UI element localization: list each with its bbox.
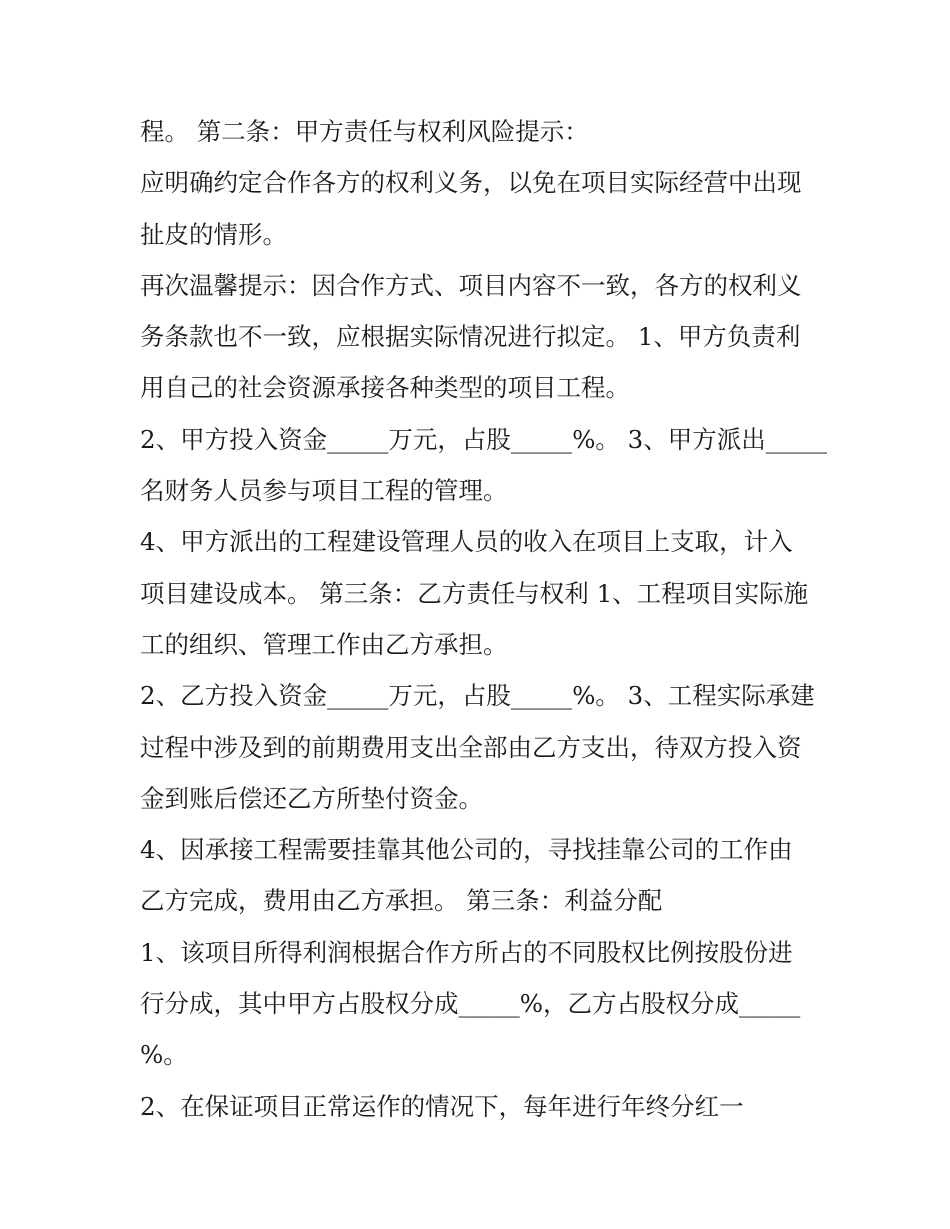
text-line-6: 用自己的社会资源承接各种类型的项目工程。 [140, 373, 630, 403]
text-line-7: 2、甲方投入资金_____万元，占股_____%。 3、甲方派出_____ [140, 424, 827, 454]
text-line-10: 项目建设成本。 第三条：乙方责任与权利 1、工程项目实际施 [140, 578, 809, 608]
text-line-5: 务条款也不一致，应根据实际情况进行拟定。 1、甲方负责利 [140, 322, 801, 352]
text-line-1: 程。 第二条：甲方责任与权利风险提示： [140, 117, 589, 146]
text-line-14: 金到账后偿还乙方所垫付资金。 [140, 783, 483, 813]
text-line-2: 应明确约定合作各方的权利义务，以免在项目实际经营中出现 [140, 168, 802, 198]
text-line-15: 4、因承接工程需要挂靠其他公司的，寻找挂靠公司的工作由 [140, 835, 793, 865]
text-line-17: 1、该项目所得利润根据合作方所占的不同股权比例按股份进 [140, 937, 793, 967]
text-line-9: 4、甲方派出的工程建设管理人员的收入在项目上支取，计入 [140, 527, 793, 557]
text-line-11: 工的组织、管理工作由乙方承担。 [140, 629, 508, 659]
text-line-18: 行分成，其中甲方占股权分成_____%，乙方占股权分成_____ [140, 989, 801, 1019]
document-body [140, 106, 830, 1132]
text-line-19: %。 [140, 1040, 188, 1070]
text-line-13: 过程中涉及到的前期费用支出全部由乙方支出，待双方投入资 [140, 732, 802, 762]
text-line-3: 扯皮的情形。 [140, 219, 287, 249]
text-line-4: 再次温馨提示：因合作方式、项目内容不一致，各方的权利义 [140, 270, 802, 300]
text-line-16: 乙方完成，费用由乙方承担。 第三条：利益分配 [140, 886, 663, 916]
text-line-12: 2、乙方投入资金_____万元，占股_____%。 3、工程实际承建 [140, 681, 815, 711]
text-line-20: 2、在保证项目正常运作的情况下，每年进行年终分红一 [140, 1091, 744, 1121]
text-line-8: 名财务人员参与项目工程的管理。 [140, 476, 508, 506]
